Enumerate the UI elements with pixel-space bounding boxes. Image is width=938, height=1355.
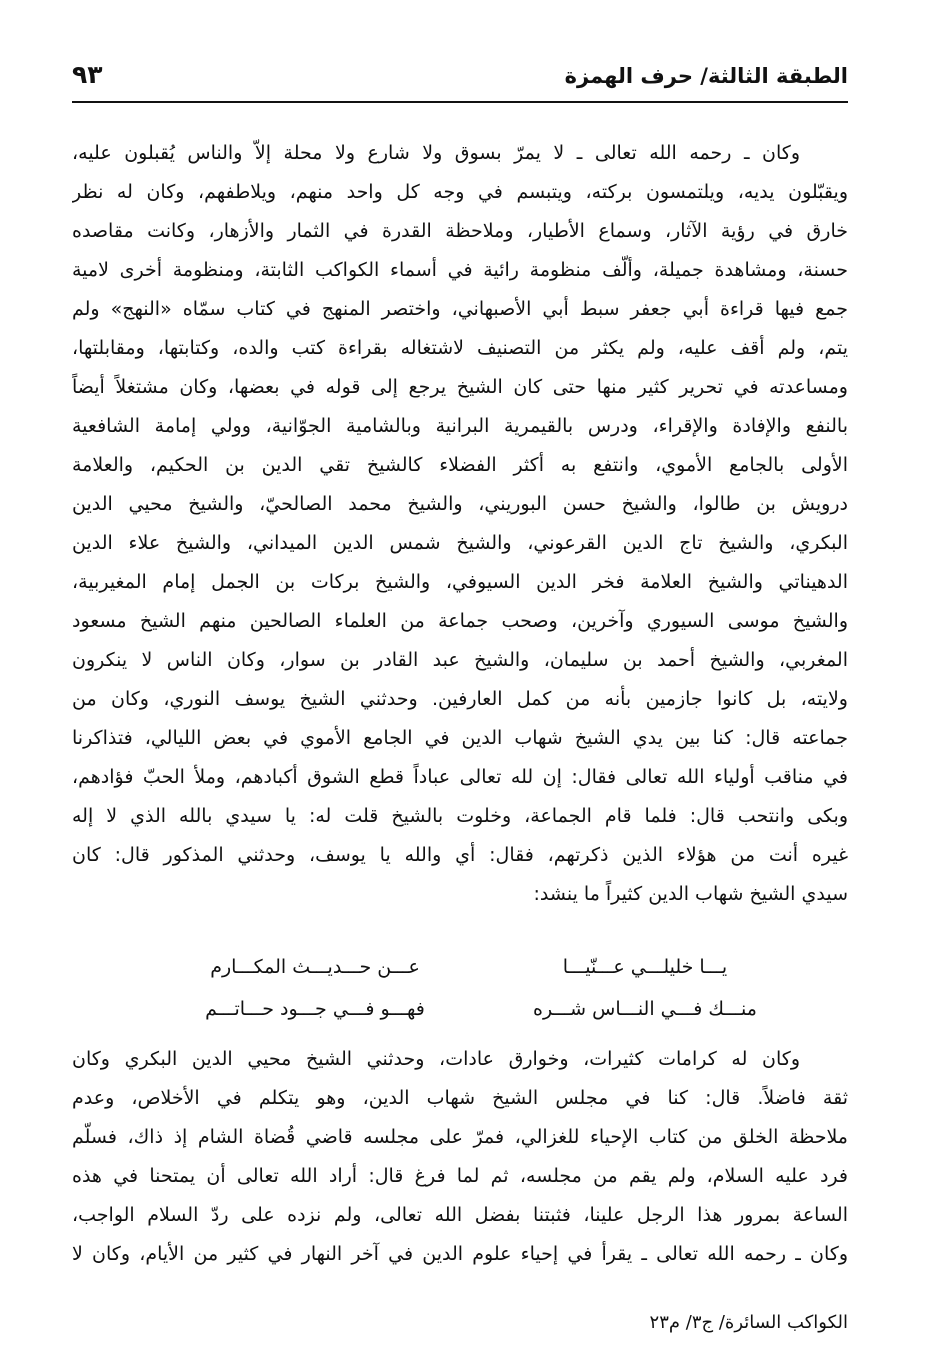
header-rule [72,101,848,103]
paragraph-1 [72,134,848,914]
verse-second-hemistich: عـــن حـــديـــث المكـــارم [210,956,420,978]
text-line: درويش بن طالوا، والشيخ حسن البوريني، والشيخ محمد الصالحيّ، والشيخ محيي الدين [72,493,848,515]
text-line: وكان ـ رحمه الله تعالى ـ يقرأ في إحياء علوم الدين في آخر النهار في كثير من الأيام، وكان لا [72,1243,848,1265]
text-line: ثقة فاضلاً. قال: كنا في مجلس الشيخ شهاب الدين، وهو يتكلم في الأخلاص، وعدم [72,1087,848,1109]
text-line: ولايته، بل كانوا جازمين بأنه من كمل العارفين. وحدثني الشيخ يوسف النوري، وكان من [72,688,848,710]
text-line: المغربي، والشيخ أحمد بن سليمان، والشيخ عبد القادر بن سوار، وكان الناس لا ينكرون [72,649,848,671]
verse-line [180,946,780,988]
text-line: وكان ـ رحمه الله تعالى ـ لا يمرّ بسوق ولا شارع ولا محلة إلاّ والناس يُقبلون عليه، [72,142,800,164]
text-line: سيدي الشيخ شهاب الدين كثيراً ما ينشد: [533,883,848,905]
page-number: ٩٣ [72,60,103,89]
poem-verse [180,946,780,1030]
text-line: ومساعدته في تحرير كثير منها حتى كان الشيخ يرجع إلى قوله في بعضها، وكان مشتغلاً أيضاً [72,376,848,398]
text-line: وبكى وانتحب قال: فلما قام الجماعة، وخلوت بالشيخ قلت له: يا سيدي بالله الذي لا إله [72,805,848,827]
text-line: يتم، ولم أقف عليه، ولم يكثر من التصنيف لاشتغاله بقراءة كتب والده، وكتابتها، ومقابلتها، [72,337,848,359]
paragraph-2 [72,1040,848,1274]
text-line: خارق في رؤية الآثار، وسماع الأطيار، وملاحظة القدرة في الثمار والأزهار، وكانت مقاصده [72,220,848,242]
text-line: غيره أنت من هؤلاء الذين ذكرتهم، فقال: أي والله يا يوسف، وحدثني المذكور قال: كان [72,844,848,866]
verse-line [180,988,780,1030]
verse-first-hemistich: منـــك فـــي النـــاس شـــره [533,998,757,1020]
text-line: ويقبّلون يديه، ويلتمسون بركته، ويتبسم في وجه كل واحد منهم، ويلاطفهم، وكان له نظر [72,181,848,203]
text-line: فرد عليه السلام، ولم يقم من مجلسه، ثم لما فرغ قال: أراد الله تعالى أن يمتحنا في هذه [72,1165,848,1187]
verse-first-hemistich: يـــا خليلـــي عـــنّيـــا [562,956,728,978]
text-line: حسنة، ومشاهدة جميلة، وألّف منظومة رائية في أسماء الكواكب الثابتة، ومنظومة أخرى لامية [72,259,848,281]
text-line: جمع فيها قراءة أبي جعفر سبط أبي الأصبهاني، واختصر المنهج في كتاب سمّاه «النهج» ولم [72,298,848,320]
page-header [72,58,848,98]
text-line: بالنفع والإفادة والإقراء، ودرس بالقيمرية البرانية وبالشامية الجوّانية، وولي إمامة الشافعية [72,415,848,437]
text-line: والشيخ موسى السيوري وآخرين، وصحب جماعة من العلماء الصالحين منهم الشيخ مسعود [72,610,848,632]
signature-mark: الكواكب السائرة/ ج٣/ م٢٣ [649,1312,848,1333]
running-title: الطبقة الثالثة/ حرف الهمزة [564,64,848,88]
text-line: الدهيناتي والشيخ العلامة فخر الدين السيوفي، والشيخ بركات بن الجمل إمام المغيربية، [72,571,848,593]
text-line: البكري، والشيخ تاج الدين القرعوني، والشيخ شمس الدين الميداني، والشيخ علاء الدين [72,532,848,554]
text-line: ملاحظة الخلق من كتاب الإحياء للغزالي، فمرّ على مجلسه قاضي قُضاة الشام إذ ذاك، فسلّم [72,1126,848,1148]
text-line: في مناقب أولياء الله تعالى فقال: إن لله تعالى عباداً قطع الشوق أكبادهم، وملأ الحبّ فؤادهم، [72,766,848,788]
text-line: الأولى بالجامع الأموي، وانتفع به أكثر الفضلاء كالشيخ تقي الدين بن الحكيم، والعلامة [72,454,848,476]
text-line: وكان له كرامات كثيرات، وخوارق عادات، وحدثني الشيخ محيي الدين البكري وكان [72,1048,800,1070]
text-line: الساعة بمرور هذا الرجل علينا، فثبتنا بفضل الله تعالى، ولم نزده على ردّ السلام الواجب، [72,1204,848,1226]
verse-second-hemistich: فهـــو فـــي جـــود حـــاتـــم [205,998,425,1020]
text-line: جماعته قال: كنا بين يدي الشيخ شهاب الدين في الجامع الأموي في بعض الليالي، فتذاكرنا [72,727,848,749]
